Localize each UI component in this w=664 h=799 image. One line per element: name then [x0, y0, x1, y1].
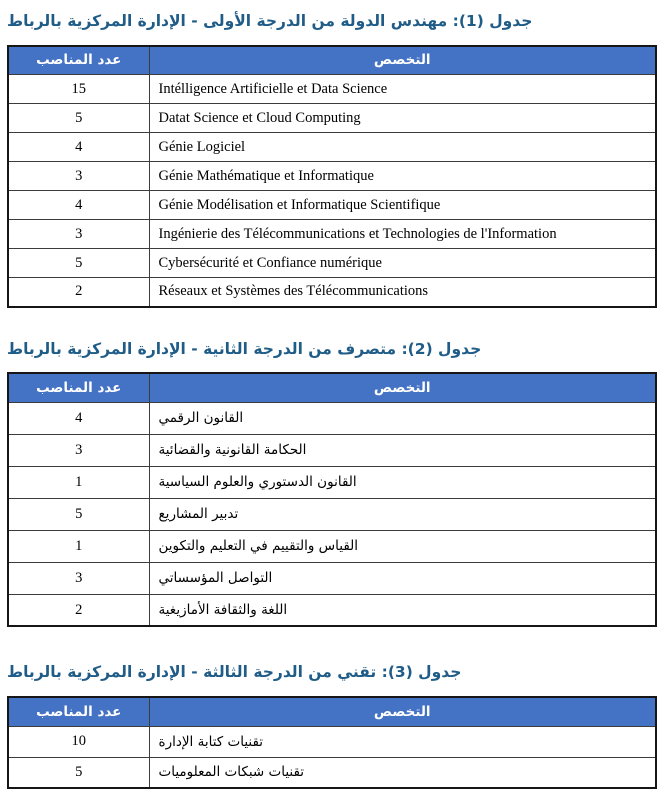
- table-row: [8, 726, 656, 757]
- table-row: [8, 757, 656, 788]
- table3-title: جدول (3): تقني من الدرجة الثالثة - الإدارة المركزية بالرباط: [7, 663, 462, 682]
- specialty-cell: Datat Science et Cloud Computing: [149, 104, 656, 133]
- table-row: [8, 278, 656, 307]
- positions-count: 15: [8, 75, 149, 104]
- column-header-positions-count: عدد المناصب: [8, 373, 149, 402]
- specialty-cell: Génie Logiciel: [149, 133, 656, 162]
- positions-count: 4: [8, 133, 149, 162]
- table-row: [8, 104, 656, 133]
- positions-count: 5: [8, 104, 149, 133]
- table2-header-row: [8, 373, 656, 402]
- column-header-positions-count: عدد المناصب: [8, 46, 149, 75]
- positions-count: 3: [8, 434, 149, 466]
- specialty-cell: Génie Mathématique et Informatique: [149, 162, 656, 191]
- positions-count: 3: [8, 220, 149, 249]
- table1-title: جدول (1): مهندس الدولة من الدرجة الأولى - الإدارة المركزية بالرباط: [7, 12, 533, 30]
- specialty-cell: القياس والتقييم في التعليم والتكوين: [149, 530, 656, 562]
- table3-technicians: [7, 696, 657, 789]
- table-row: [8, 133, 656, 162]
- specialty-cell: الحكامة القانونية والقضائية: [149, 434, 656, 466]
- table-row: [8, 75, 656, 104]
- positions-count: 2: [8, 278, 149, 307]
- positions-count: 5: [8, 498, 149, 530]
- specialty-cell: التواصل المؤسساتي: [149, 562, 656, 594]
- table-row: [8, 402, 656, 434]
- specialty-cell: القانون الرقمي: [149, 402, 656, 434]
- table1-header-row: [8, 46, 656, 75]
- table-row: [8, 220, 656, 249]
- specialty-cell: Intélligence Artificielle et Data Science: [149, 75, 656, 104]
- table-row: [8, 191, 656, 220]
- specialty-cell: تقنيات كتابة الإدارة: [149, 726, 656, 757]
- column-header-specialty: التخصص: [149, 46, 656, 75]
- table-row: [8, 498, 656, 530]
- positions-count: 4: [8, 402, 149, 434]
- specialty-cell: تقنيات شبكات المعلوميات: [149, 757, 656, 788]
- table-row: [8, 594, 656, 626]
- table2-title: جدول (2): متصرف من الدرجة الثانية - الإدارة المركزية بالرباط: [7, 339, 482, 358]
- positions-count: 4: [8, 191, 149, 220]
- specialty-cell: القانون الدستوري والعلوم السياسية: [149, 466, 656, 498]
- positions-count: 1: [8, 466, 149, 498]
- table2-administrators: [7, 372, 657, 627]
- table-row: [8, 249, 656, 278]
- table-row: [8, 562, 656, 594]
- table-row: [8, 162, 656, 191]
- table1-engineers: [7, 45, 657, 308]
- column-header-positions-count: عدد المناصب: [8, 697, 149, 726]
- table3-header-row: [8, 697, 656, 726]
- specialty-cell: Ingénierie des Télécommunications et Technologies de l'Information: [149, 220, 656, 249]
- table-row: [8, 530, 656, 562]
- positions-count: 5: [8, 757, 149, 788]
- table-row: [8, 434, 656, 466]
- column-header-specialty: التخصص: [149, 697, 656, 726]
- positions-count: 5: [8, 249, 149, 278]
- specialty-cell: تدبير المشاريع: [149, 498, 656, 530]
- column-header-specialty: التخصص: [149, 373, 656, 402]
- specialty-cell: Réseaux et Systèmes des Télécommunications: [149, 278, 656, 307]
- specialty-cell: اللغة والثقافة الأمازيغية: [149, 594, 656, 626]
- positions-count: 10: [8, 726, 149, 757]
- specialty-cell: Cybersécurité et Confiance numérique: [149, 249, 656, 278]
- positions-count: 2: [8, 594, 149, 626]
- table-row: [8, 466, 656, 498]
- specialty-cell: Génie Modélisation et Informatique Scientifique: [149, 191, 656, 220]
- positions-count: 3: [8, 562, 149, 594]
- positions-count: 1: [8, 530, 149, 562]
- positions-count: 3: [8, 162, 149, 191]
